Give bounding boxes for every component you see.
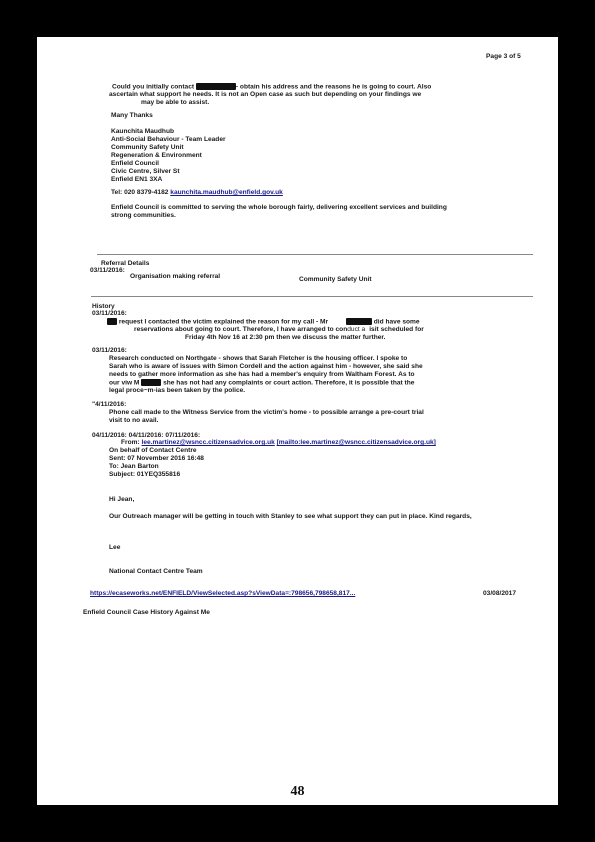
commitment-line-1: Enfield Council is committed to serving the whole borough fairly, delivering excellent services and building (111, 204, 447, 211)
history-date-3: "4/11/2016: (92, 401, 127, 408)
signature-title: Anti-Social Behaviour - Team Leader (111, 136, 226, 143)
email-line-3: may be able to assist. (141, 99, 210, 106)
history-date-1: 03/11/2016: (92, 310, 127, 317)
commitment-line-2: strong communities. (111, 212, 176, 219)
signature-org: Enfield Council (111, 160, 159, 167)
history-date-2: 03/11/2016: (92, 347, 127, 354)
signature-address: Civic Centre, Silver St (111, 168, 180, 175)
signature-dept: Regeneration & Environment (111, 152, 202, 159)
footer-date: 03/08/2017 (483, 590, 517, 597)
history-entry-3-line-2: visit to no avail. (109, 417, 159, 424)
redaction-box (346, 318, 372, 325)
history-entry-2-line-1: Research conducted on Northgate - shows that Sarah Fletcher is the housing officer. I spoke to (109, 355, 408, 362)
from-email-link[interactable]: lee.martinez@wsncc.citizensadvice.org.uk (141, 439, 275, 446)
history-heading: History (92, 303, 115, 310)
email-link[interactable]: kaunchita.maudhub@enfield.gov.uk (170, 189, 283, 196)
page-label: Page 3 of 5 (486, 53, 521, 60)
signature-unit: Community Safety Unit (111, 144, 184, 151)
history-entry-1-line-2: reservations about going to court. Therefore, I have arranged to conduct a isit scheduled for (134, 326, 424, 333)
section-divider (91, 296, 533, 297)
mailto-link[interactable]: [mailto:lee.martinez@wsncc.citizensadvice.org.uk] (276, 439, 436, 446)
section-divider (97, 254, 533, 255)
greeting-line: Hi Jean, (109, 496, 135, 503)
history-entry-2-line-3: needs to gather more information as she has had a member's enquiry from Waltham Forest. As to (109, 371, 415, 378)
to-line: To: Jean Barton (109, 463, 159, 470)
email-line-1: Could you initially contact - obtain his address and the reasons he is going to court. Also (112, 83, 432, 91)
redaction-box (196, 83, 236, 90)
referral-value: Community Safety Unit (299, 276, 372, 283)
thanks-text: Many Thanks (111, 112, 153, 119)
document-page (37, 37, 558, 805)
redaction-box (107, 318, 117, 325)
history-entry-2-line-4: our viw M she has not had any complaints or court action. Therefore, it is possible that the (109, 379, 415, 387)
history-entry-2-line-2: Sarah who is aware of issues with Simon Cordell and the action against him - however, she said she (109, 363, 423, 370)
sent-line: Sent: 07 November 2016 16:48 (109, 455, 204, 462)
history-entry-2-line-5: legal proce~m-ias been taken by the police. (109, 387, 246, 394)
subject-line: Subject: 01YEQ355816 (109, 471, 181, 478)
referral-date: 03/11/2016: (90, 267, 125, 274)
from-line: From: lee.martinez@wsncc.citizensadvice.org.uk [mailto:lee.martinez@wsncc.citizensadvice.org.uk] (121, 439, 436, 446)
telephone-line: Tel: 020 8379-4182 kaunchita.maudhub@enfield.gov.uk (111, 189, 283, 196)
referral-label: Organisation making referral (130, 273, 221, 280)
email-line-2: ascertain what support he needs. It is not an Open case as such but depending on your findings we (109, 91, 422, 98)
history-entry-1-line-1: request I contacted the victim explained the reason for my call - Mr did have some (107, 318, 420, 326)
redaction-box (141, 379, 161, 386)
referral-heading: Referral Details (101, 260, 150, 267)
on-behalf-line: On behalf of Contact Centre (109, 447, 197, 454)
team-line: National Contact Centre Team (109, 568, 203, 575)
body-line: Our Outreach manager will be getting in touch with Stanley to see what support they can put in place. Kind regards, (109, 513, 472, 520)
page-number: 48 (290, 784, 305, 799)
footer-url-link[interactable]: https://ecaseworks.net/ENFIELD/ViewSelected.asp?sViewData=:798656,798658,817... (90, 590, 356, 597)
signature-postcode: Enfield EN1 3XA (111, 176, 163, 183)
signature-name: Kaunchita Maudhub (111, 128, 175, 135)
history-entry-1-line-3: Friday 4th Nov 16 at 2:30 pm then we discuss the matter further. (185, 334, 386, 341)
document-title: Enfield Council Case History Against Me (83, 609, 210, 616)
history-date-4: 04/11/2016: 04/11/2016: 07/11/2016: (92, 432, 201, 439)
signoff-line: Lee (109, 544, 121, 551)
history-entry-3-line-1: Phone call made to the Witness Service from the victim's home - to possible arrange a pre-court trial (109, 409, 424, 416)
